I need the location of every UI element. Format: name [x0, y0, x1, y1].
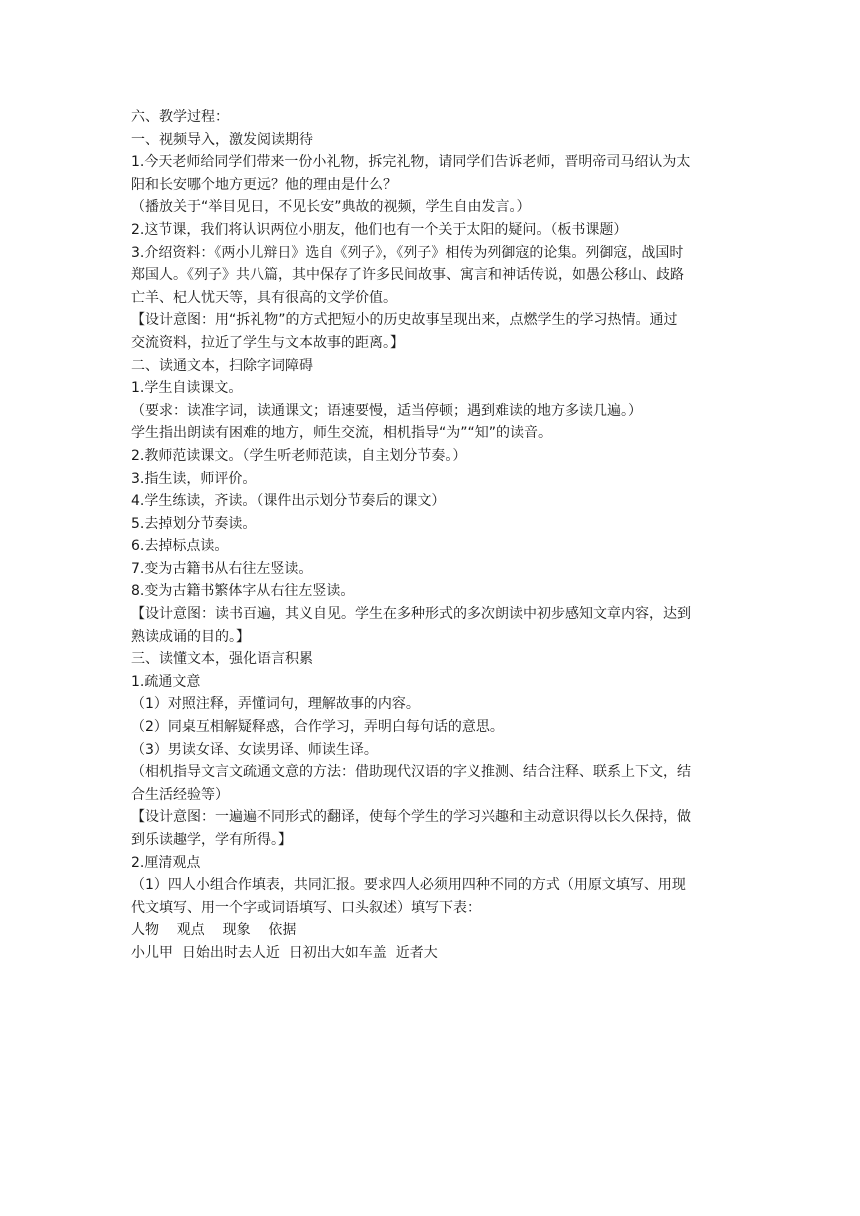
text-line: 1.今天老师给同学们带来一份小礼物，拆完礼物，请同学们告诉老师，晋明帝司马绍认为太	[131, 154, 691, 171]
text-line: 阳和长安哪个地方更远？他的理由是什么？	[131, 176, 397, 193]
text-line: 2.厘清观点	[131, 854, 201, 871]
text-line: 2.这节课，我们将认识两位小朋友，他们也有一个关于太阳的疑问。（板书课题）	[131, 221, 628, 238]
text-line: （相机指导文言文疏通文意的方法：借助现代汉语的字义推测、结合注释、联系上下文，结	[131, 764, 691, 781]
text-line: 2.教师范读课文。（学生听老师范读，自主划分节奏。）	[131, 447, 467, 464]
text-line: 亡羊、杞人忧天等，具有很高的文学价值。	[131, 289, 397, 306]
text-line: 6.去掉标点读。	[131, 538, 229, 555]
text-line: （要求：读准字词，读通课文；语速要慢，适当停顿；遇到难读的地方多读几遍。）	[131, 402, 642, 419]
text-line: （2）同桌互相解疑释惑，合作学习，弄明白每句话的意思。	[131, 719, 504, 736]
text-line: 一、视频导入，激发阅读期待	[131, 131, 313, 148]
text-line: （3）男读女译、女读男译、师读生译。	[131, 741, 378, 758]
text-line: 交流资料，拉近了学生与文本故事的距离。】	[131, 334, 404, 351]
text-line: 到乐读趣学，学有所得。】	[131, 832, 292, 848]
text-line: 5.去掉划分节奏读。	[131, 515, 257, 532]
text-line: 六、教学过程：	[131, 109, 229, 125]
text-line: 【设计意图：用“拆礼物”的方式把短小的历史故事呈现出来，点燃学生的学习热情。通过	[131, 312, 678, 329]
text-line: 3.指生读，师评价。	[131, 470, 257, 487]
text-line: 学生指出朗读有困难的地方，师生交流，相机指导“为”“知”的读音。	[131, 425, 553, 442]
text-line: （播放关于“举目见日，不见长安”典故的视频，学生自由发言。）	[131, 199, 531, 216]
text-line: 代文填写、用一个字或词语填写、口头叙述）填写下表：	[131, 899, 481, 916]
text-line: 【设计意图：一遍遍不同形式的翻译，使每个学生的学习兴趣和主动意识得以长久保持，做	[131, 809, 691, 826]
table-row: 小儿甲 日始出时去人近 日初出大如车盖 近者大	[131, 944, 438, 961]
text-line: 1.疏通文意	[131, 673, 201, 690]
text-line: 【设计意图：读书百遍，其义自见。学生在多种形式的多次朗读中初步感知文章内容，达到	[131, 606, 691, 623]
text-line: （1）对照注释，弄懂词句，理解故事的内容。	[131, 696, 420, 713]
document-body	[131, 106, 731, 965]
text-line: 8.变为古籍书繁体字从右往左竖读。	[131, 583, 355, 600]
text-line: 4.学生练读，齐读。（课件出示划分节奏后的课文）	[131, 493, 446, 510]
text-line: 熟读成诵的目的。】	[131, 628, 250, 645]
text-line: 二、读通文本，扫除字词障碍	[131, 357, 313, 374]
text-line: 郑国人。《列子》共八篇，其中保存了许多民间故事、寓言和神话传说，如愚公移山、歧路	[131, 267, 684, 284]
text-line: 1.学生自读课文。	[131, 380, 243, 397]
text-line: 3.介绍资料：《两小儿辩日》选自《列子》，《列子》相传为列御寇的论集。列御寇，战国时	[131, 244, 684, 261]
text-line: 7.变为古籍书从右往左竖读。	[131, 560, 313, 577]
text-line: 合生活经验等）	[131, 786, 229, 803]
text-line: （1）四人小组合作填表，共同汇报。要求四人必须用四种不同的方式（用原文填写、用现	[131, 877, 686, 894]
text-line: 三、读懂文本，强化语言积累	[131, 651, 313, 668]
table-header-row: 人物 观点 现象 依据	[131, 922, 297, 939]
